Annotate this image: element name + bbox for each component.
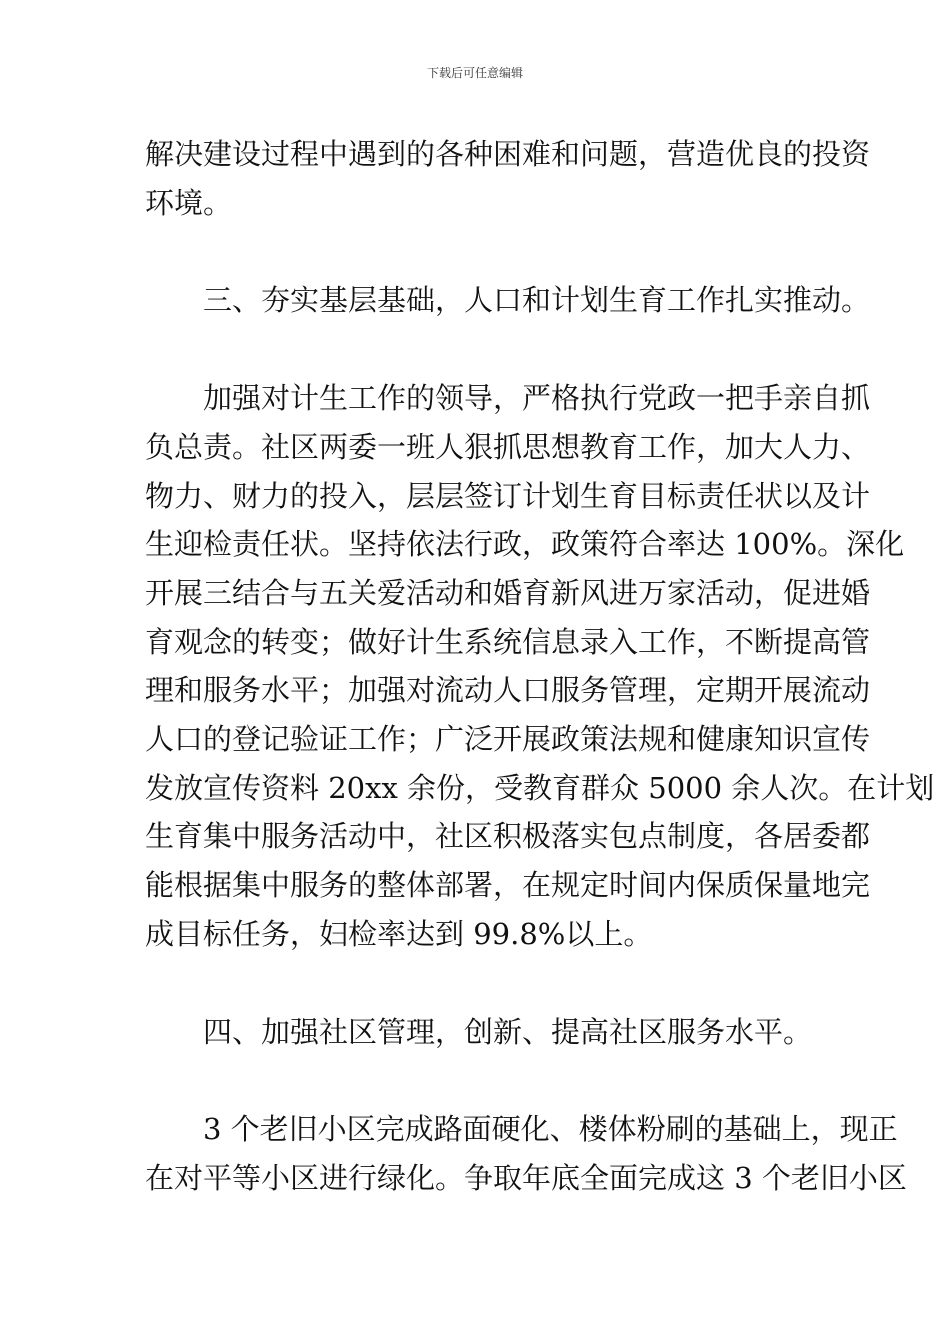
text-line: 能根据集中服务的整体部署，在规定时间内保质保量地完 [145,868,871,903]
paragraph-gap [145,325,810,374]
text-line: 育观念的转变；做好计生系统信息录入工作，不断提高管 [145,624,871,659]
text-line: 负总责。社区两委一班人狠抓思想教育工作，加大人力、 [145,429,871,464]
section-heading-4 [145,1008,813,1057]
text-line: 开展三结合与五关爱活动和婚育新风进万家活动，促进婚 [145,575,871,610]
heading-line: 四、加强社区管理，创新、提高社区服务水平。 [145,1014,813,1049]
paragraph-gap [145,1056,810,1105]
heading-line: 三、夯实基层基础，人口和计划生育工作扎实推动。 [145,283,871,318]
text-line: 理和服务水平；加强对流动人口服务管理，定期开展流动 [145,673,871,708]
paragraph-gap [145,227,810,276]
text-line: 加强对计生工作的领导，严格执行党政一把手亲自抓 [145,381,871,416]
page-header [0,66,950,80]
text-line: 环境。 [145,185,233,220]
text-line: 生迎检责任状。坚持依法行政，政策符合率达 100%。深化 [145,527,905,562]
text-line: 人口的登记验证工作；广泛开展政策法规和健康知识宣传 [145,722,871,757]
text-line: 物力、财力的投入，层层签订计划生育目标责任状以及计 [145,478,871,513]
text-line: 发放宣传资料 20xx 余份，受教育群众 5000 余人次。在计划 [145,770,935,805]
text-line: 成目标任务，妇检率达到 99.8%以上。 [145,916,653,951]
section-heading-3 [145,276,871,325]
text-line: 生育集中服务活动中，社区积极落实包点制度，各居委都 [145,819,871,854]
paragraph-community-management [145,1105,907,1202]
text-line: 在对平等小区进行绿化。争取年底全面完成这 3 个老旧小区 [145,1160,907,1195]
paragraph-gap [145,959,810,1008]
header-note: 下载后可任意编辑 [426,66,523,80]
paragraph-family-planning [145,374,935,958]
document-body [145,130,935,1203]
text-line: 解决建设过程中遇到的各种困难和问题，营造优良的投资 [145,137,871,171]
paragraph-intro-continuation [145,130,871,227]
text-line: 3 个老旧小区完成路面硬化、楼体粉刷的基础上，现正 [145,1112,898,1147]
